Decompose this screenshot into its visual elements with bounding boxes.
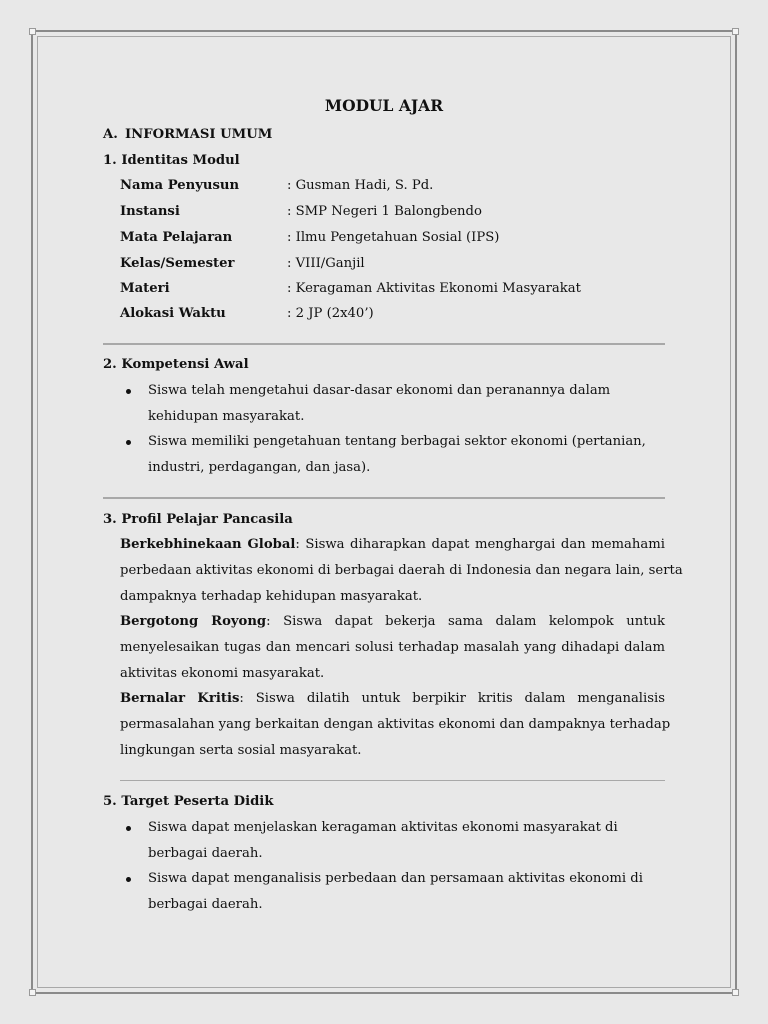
profil-paragraph-line: perbedaan aktivitas ekonomi di berbagai daerah di Indonesia dan negara lain, serta bbox=[120, 563, 683, 578]
profil-term: Bernalar Kritis bbox=[120, 691, 240, 706]
profil-text: : Siswa dilatih untuk berpikir kritis dalam menganalisis bbox=[239, 691, 665, 706]
bullet-icon bbox=[126, 826, 131, 831]
kompetensi-item-line: Siswa memiliki pengetahuan tentang berbagai sektor ekonomi (pertanian, bbox=[148, 434, 646, 449]
bullet-icon bbox=[126, 389, 131, 394]
profil-paragraph-line: permasalahan yang berkaitan dengan aktivitas ekonomi dan dampaknya terhadap bbox=[120, 717, 671, 732]
kompetensi-item-line: Siswa telah mengetahui dasar-dasar ekonomi dan peranannya dalam bbox=[148, 383, 611, 398]
identitas-label: Mata Pelajaran bbox=[120, 230, 233, 245]
section-divider bbox=[120, 780, 665, 781]
profil-paragraph-line bbox=[120, 691, 665, 706]
identitas-label: Alokasi Waktu bbox=[120, 306, 226, 321]
section-a-label: INFORMASI UMUM bbox=[125, 127, 273, 142]
target-heading: 5. Target Peserta Didik bbox=[103, 794, 274, 809]
identitas-label: Nama Penyusun bbox=[120, 178, 240, 193]
target-item-line: Siswa dapat menjelaskan keragaman aktivitas ekonomi masyarakat di bbox=[148, 820, 618, 835]
identitas-value: : SMP Negeri 1 Balongbendo bbox=[287, 204, 482, 219]
target-item-line: berbagai daerah. bbox=[148, 897, 263, 912]
profil-term: Bergotong Royong bbox=[120, 614, 267, 629]
profil-paragraph-line: aktivitas ekonomi masyarakat. bbox=[120, 666, 325, 681]
document-title: MODUL AJAR bbox=[324, 96, 444, 115]
profil-paragraph-line: lingkungan serta sosial masyarakat. bbox=[120, 743, 362, 758]
identitas-value: : Ilmu Pengetahuan Sosial (IPS) bbox=[287, 230, 500, 245]
identitas-value: : Keragaman Aktivitas Ekonomi Masyarakat bbox=[287, 281, 581, 296]
identitas-label: Kelas/Semester bbox=[120, 256, 235, 271]
identitas-label: Instansi bbox=[120, 204, 180, 219]
section-a-letter: A. bbox=[103, 127, 118, 142]
section-divider bbox=[103, 497, 665, 499]
kompetensi-heading: 2. Kompetensi Awal bbox=[103, 357, 249, 372]
identitas-heading: 1. Identitas Modul bbox=[103, 153, 240, 168]
target-item-line: berbagai daerah. bbox=[148, 846, 263, 861]
profil-text: : Siswa dapat bekerja sama dalam kelompok untuk bbox=[266, 614, 666, 629]
target-item-line: Siswa dapat menganalisis perbedaan dan persamaan aktivitas ekonomi di bbox=[148, 871, 643, 886]
profil-term: Berkebhinekaan Global bbox=[120, 537, 296, 552]
bullet-icon bbox=[126, 440, 131, 445]
identitas-value: : 2 JP (2x40’) bbox=[287, 306, 374, 321]
profil-paragraph-line: dampaknya terhadap kehidupan masyarakat. bbox=[120, 589, 423, 604]
identitas-value: : Gusman Hadi, S. Pd. bbox=[287, 178, 434, 193]
kompetensi-item-line: industri, perdagangan, dan jasa). bbox=[148, 460, 371, 475]
profil-paragraph-line: menyelesaikan tugas dan mencari solusi terhadap masalah yang dihadapi dalam bbox=[120, 640, 665, 655]
profil-heading: 3. Profil Pelajar Pancasila bbox=[103, 512, 293, 527]
identitas-value: : VIII/Ganjil bbox=[287, 256, 365, 271]
profil-paragraph-line bbox=[120, 537, 665, 552]
profil-text: : Siswa diharapkan dapat menghargai dan memahami bbox=[295, 537, 665, 552]
section-divider bbox=[103, 343, 665, 345]
bullet-icon bbox=[126, 877, 131, 882]
identitas-label: Materi bbox=[120, 281, 170, 296]
kompetensi-item-line: kehidupan masyarakat. bbox=[148, 409, 305, 424]
profil-paragraph-line bbox=[120, 614, 665, 629]
